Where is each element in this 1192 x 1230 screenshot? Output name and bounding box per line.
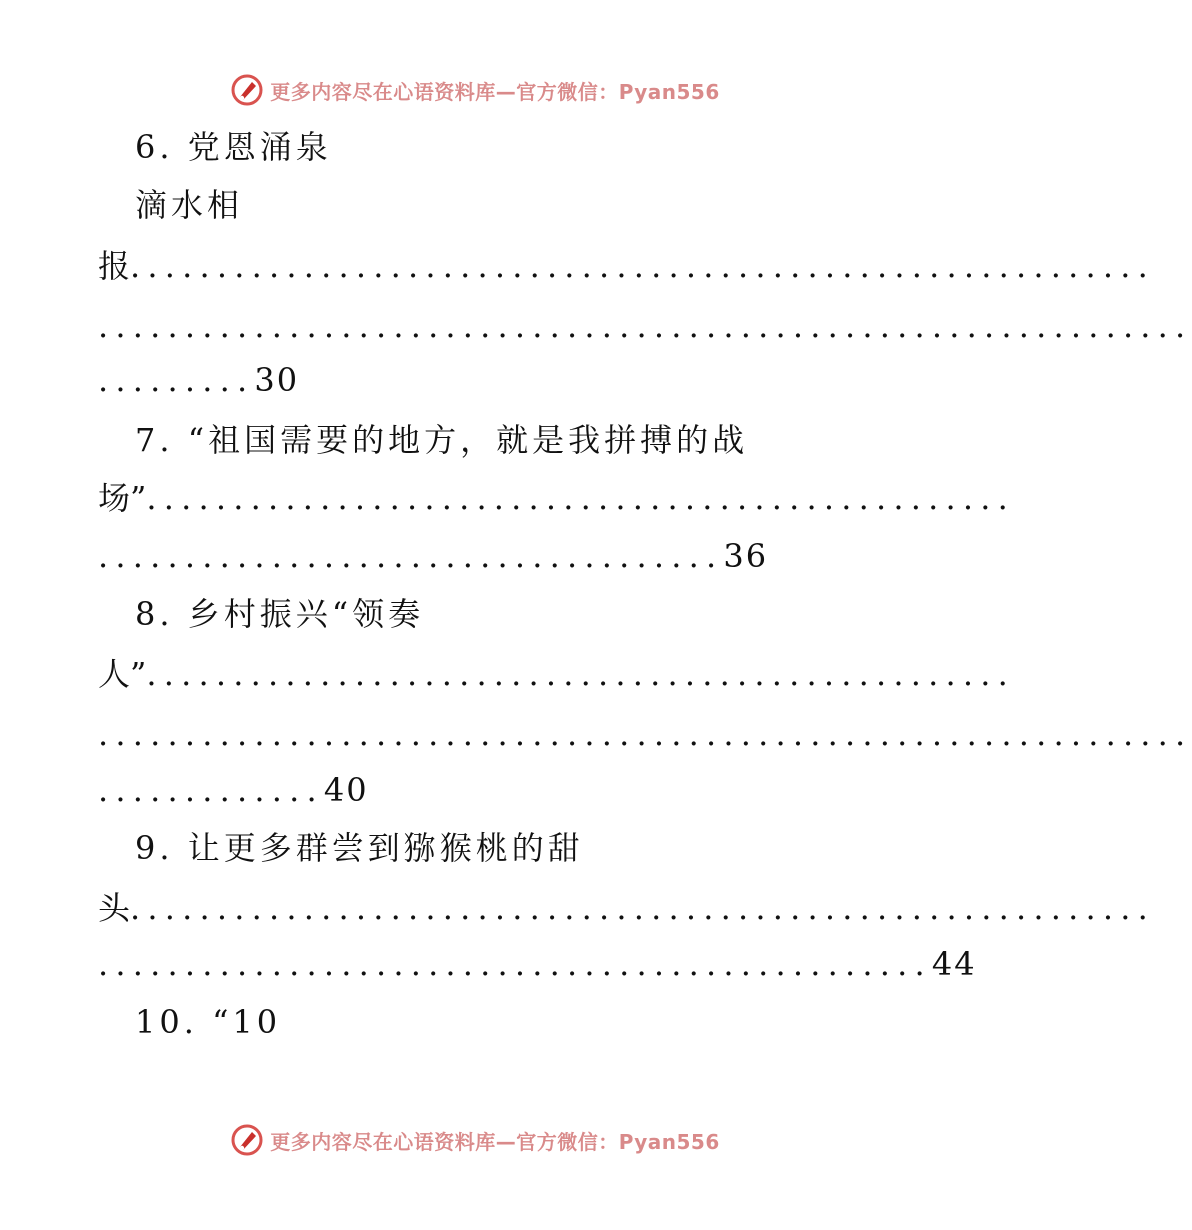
toc-entry-8-heading: [135, 594, 424, 634]
toc-entry-6-leader-line3: .........30: [98, 361, 300, 399]
toc-page-number: 36: [723, 537, 769, 575]
toc-page-number: 40: [323, 771, 369, 809]
header-watermark: [0, 68, 950, 112]
toc-entry-8-leader-line3: .............40: [98, 771, 369, 809]
toc-entry-title: “祖国需要的地方，就是我拼搏的战: [187, 421, 749, 459]
toc-entry-number: 10.: [135, 1003, 198, 1041]
toc-entry-title: 乡村振兴“领奏: [187, 595, 425, 633]
pen-nib-logo-icon: [230, 1123, 264, 1157]
toc-entry-8-leader-line2: ...............................................................: [98, 715, 1192, 753]
watermark-text: 更多内容尽在心语资料库—官方微信：Pyan556: [270, 79, 720, 104]
toc-entry-title-wrap: 场”: [98, 479, 147, 517]
toc-entry-9-heading: [135, 828, 584, 868]
toc-entry-title: “10: [212, 1003, 282, 1041]
toc-entry-number: 8.: [135, 595, 174, 633]
toc-entry-title: 让更多群尝到猕猴桃的甜: [187, 829, 584, 867]
toc-entry-6-heading: [135, 127, 332, 167]
toc-entry-9-leader-line2: ................................................44: [98, 945, 977, 983]
toc-entry-6-leader-line2: ...............................................................: [98, 307, 1192, 345]
toc-entry-9-leader-line1: 头...........................................................: [98, 889, 1155, 927]
toc-entry-7-heading: [135, 420, 748, 460]
toc-entry-number: 6.: [135, 128, 174, 166]
toc-page-number: 44: [931, 945, 977, 983]
toc-entry-6-leader-line1: 报...........................................................: [98, 247, 1155, 285]
toc-entry-7-leader-line1: 场”..................................................: [98, 479, 1015, 517]
watermark-text: 更多内容尽在心语资料库—官方微信：Pyan556: [270, 1129, 720, 1154]
toc-entry-number: 7.: [135, 421, 174, 459]
toc-entry-title-wrap: 人”: [98, 655, 147, 693]
toc-page-number: 30: [254, 361, 300, 399]
toc-entry-7-leader-line2: ....................................36: [98, 537, 769, 575]
toc-entry-number: 9.: [135, 829, 174, 867]
toc-entry-title: 党恩涌泉: [187, 128, 332, 166]
pen-nib-logo-icon: [230, 73, 264, 107]
toc-entry-10-heading: [135, 1002, 281, 1042]
footer-watermark: [0, 1118, 950, 1162]
toc-entry-6-title-line2: 滴水相: [135, 186, 244, 224]
toc-entry-8-leader-line1: 人”..................................................: [98, 655, 1015, 693]
toc-entry-title-wrap: 报: [98, 247, 131, 285]
toc-entry-title-wrap: 头: [98, 889, 131, 927]
